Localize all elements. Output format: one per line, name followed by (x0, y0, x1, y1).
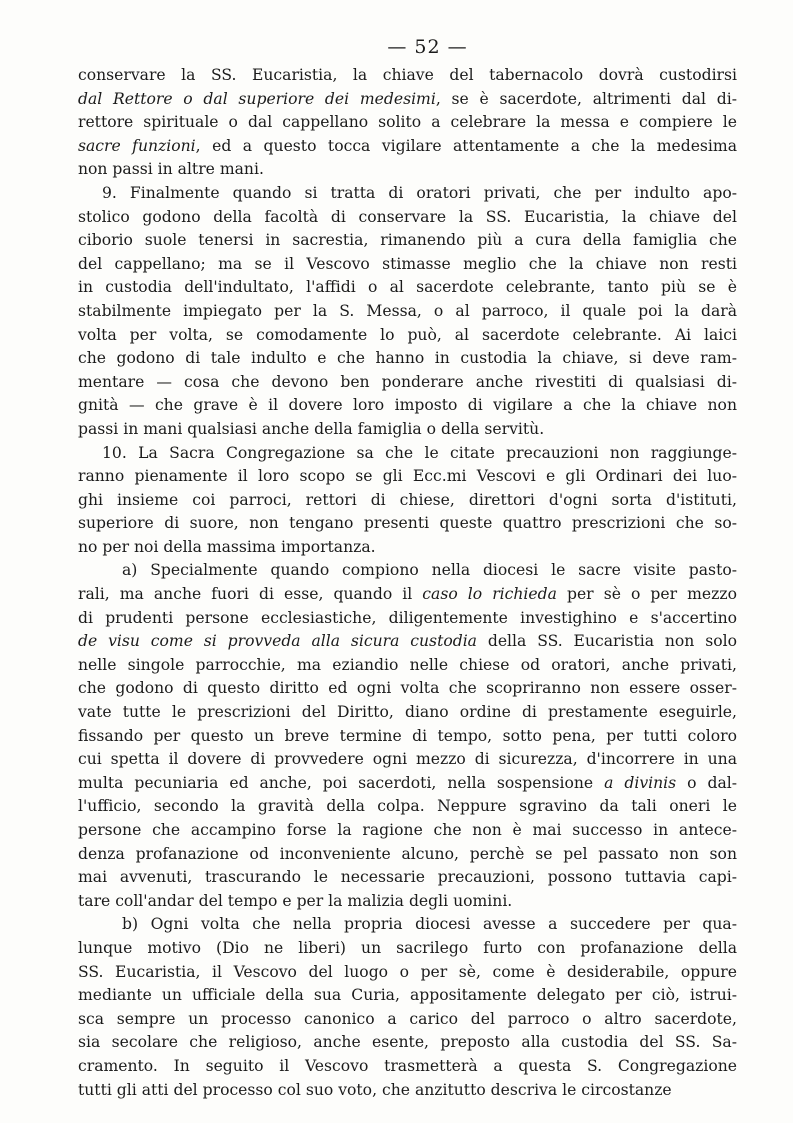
text-line: che godono di tale indulto e che hanno in custodia la chiave, si deve ram- (78, 349, 737, 368)
text-line: rali, ma anche fuori di esse, quando il caso lo richieda per sè o per mezzo (78, 585, 737, 604)
text-line: 9. Finalmente quando si tratta di oratori privati, che per indulto apo- (102, 183, 737, 202)
text-line: tutti gli atti del processo col suo voto, che anzitutto descriva le circostanze (78, 1080, 672, 1099)
text-line: in custodia dell'indultato, l'affidi o al sacerdote celebrante, tanto più se è (78, 278, 737, 297)
text-line: persone che accampino forse la ragione che non è mai successo in antece- (78, 821, 737, 839)
paragraph-p-a (78, 559, 737, 913)
text-line: stolico godono della facoltà di conservare la SS. Eucaristia, la chiave del (78, 207, 737, 226)
text-line: fissando per questo un breve termine di tempo, sotto pena, per tutti coloro (78, 726, 737, 745)
text-line: mentare — cosa che devono ben ponderare anche rivestiti di qualsiasi di- (78, 372, 737, 391)
text-line: dal Rettore o dal superiore dei medesimi, se è sacerdote, altrimenti dal di- (78, 89, 737, 108)
text-line: multa pecuniaria ed anche, poi sacerdoti, nella sospensione a divinis o dal- (78, 773, 737, 792)
text-line: gnità — che grave è il dovere loro imposto di vigilare a che la chiave non (78, 396, 737, 415)
text-line: cramento. In seguito il Vescovo trasmetterà a questa S. Congregazione (78, 1056, 737, 1075)
text-line: non passi in altre mani. (78, 160, 264, 179)
text-line: l'ufficio, secondo la gravità della colpa. Neppure sgravino da tali oneri le (78, 797, 737, 816)
text-line: di prudenti persone ecclesiastiche, diligentemente investighino e s'accertino (78, 608, 737, 627)
text-line: sacre funzioni, ed a questo tocca vigilare attentamente a che la medesima (78, 136, 737, 155)
document-body (78, 64, 737, 1102)
paragraph-p-continued (78, 64, 737, 182)
text-line: sca sempre un processo canonico a carico del parroco o altro sacerdote, (78, 1009, 737, 1028)
page-number: — 52 — (387, 36, 468, 58)
text-line: SS. Eucaristia, il Vescovo del luogo o per sè, come è desiderabile, oppure (78, 962, 737, 981)
text-line: de visu come si provveda alla sicura custodia della SS. Eucaristia non solo (78, 632, 737, 651)
text-line: nelle singole parrocchie, ma eziandio nelle chiese od oratori, anche privati, (78, 655, 737, 674)
text-line: b) Ogni volta che nella propria diocesi avesse a succedere per qua- (122, 915, 737, 934)
paragraph-p-10 (78, 442, 737, 560)
text-line: superiore di suore, non tengano presenti queste quattro prescrizioni che so- (78, 514, 737, 533)
text-line: cui spetta il dovere di provvedere ogni mezzo di sicurezza, d'incorrere in una (78, 750, 737, 769)
text-line: ghi insieme coi parroci, rettori di chiese, direttori d'ogni sorta d'istituti, (78, 490, 737, 509)
text-line: mediante un ufficiale della sua Curia, appositamente delegato per ciò, istrui- (78, 986, 737, 1005)
text-line: ranno pienamente il loro scopo se gli Ecc.mi Vescovi e gli Ordinari dei luo- (78, 467, 737, 486)
text-line: ciborio suole tenersi in sacrestia, rimanendo più a cura della famiglia che (78, 231, 737, 250)
text-line: stabilmente impiegato per la S. Messa, o al parroco, il quale poi la darà (78, 301, 737, 320)
text-line: del cappellano; ma se il Vescovo stimasse meglio che la chiave non resti (78, 254, 737, 273)
text-line: denza profanazione od inconveniente alcuno, perchè se pel passato non son (78, 844, 737, 863)
text-line: conservare la SS. Eucaristia, la chiave del tabernacolo dovrà custodirsi (78, 66, 737, 84)
text-line: rettore spirituale o dal cappellano solito a celebrare la messa e compiere le (78, 113, 737, 132)
paragraph-p-b (78, 913, 737, 1102)
text-line: lunque motivo (Dio ne liberi) un sacrilego furto con profanazione della (78, 938, 737, 957)
text-line: a) Specialmente quando compiono nella diocesi le sacre visite pasto- (122, 561, 737, 580)
text-line: sia secolare che religioso, anche esente, preposto alla custodia del SS. Sa- (78, 1033, 737, 1052)
paragraph-p-9 (78, 182, 737, 442)
text-line: volta per volta, se comodamente lo può, al sacerdote celebrante. Ai laici (78, 325, 737, 344)
text-line: tare coll'andar del tempo e per la malizia degli uomini. (78, 891, 513, 910)
text-line: vate tutte le prescrizioni del Diritto, diano ordine di prestamente eseguirle, (78, 703, 737, 722)
text-line: che godono di questo diritto ed ogni volta che scopriranno non essere osser- (78, 679, 737, 698)
text-line: passi in mani qualsiasi anche della famiglia o della servitù. (78, 419, 545, 438)
text-line: mai avvenuti, trascurando le necessarie precauzioni, possono tuttavia capi- (78, 868, 737, 887)
text-line: 10. La Sacra Congregazione sa che le citate precauzioni non raggiunge- (102, 443, 737, 462)
text-line: no per noi della massima importanza. (78, 537, 376, 556)
